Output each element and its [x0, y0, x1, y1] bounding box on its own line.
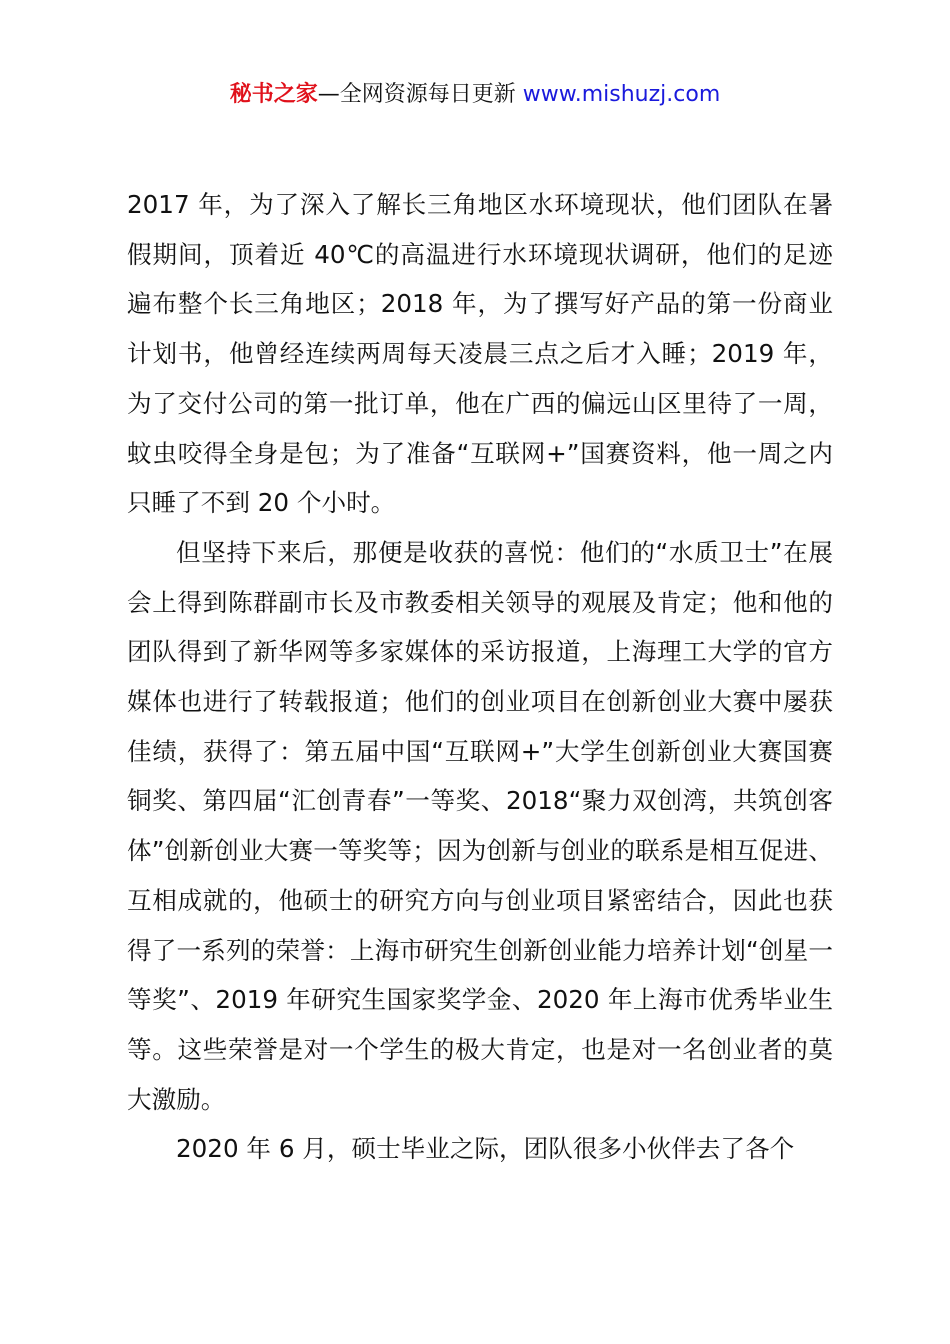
paragraph-2: 但坚持下来后，那便是收获的喜悦：他们的“水质卫士”在展会上得到陈群副市长及市教委相关领导的观展及肯定；他和他的团队得到了新华网等多家媒体的采访报道，上海理工大学的官方媒体也进行了转载报道；他们的创业项目在创新创业大赛中屡获佳绩，获得了：第五届中国“互联网+”大学生创新创业大赛国赛铜奖、第四届“汇创青春”一等奖、2018“聚力双创湾，共筑创客体”创新创业大赛一等奖等；因为创新与创业的联系是相互促进、互相成就的，他硕士的研究方向与创业项目紧密结合，因此也获得了一系列的荣誉：上海市研究生创新创业能力培养计划“创星一等奖”、2019 年研究生国家奖学金、2020 年上海市优秀毕业生等。这些荣誉是对一个学生的极大肯定，也是对一名创业者的莫大激励。	[127, 537, 833, 1114]
paragraph-1: 2017 年，为了深入了解长三角地区水环境现状，他们团队在暑假期间，顶着近 40℃的高温进行水环境现状调研，他们的足迹遍布整个长三角地区；2018 年，为了撰写好产品的第一份商业计划书，他曾经连续两周每天凌晨三点之后才入睡；2019 年，为了交付公司的第一批订单，他在广西的偏远山区里待了一周，蚊虫咬得全身是包；为了准备“互联网+”国赛资料，他一周之内只睡了不到 20 个小时。	[127, 190, 833, 518]
site-url-link[interactable]: www.mishuzj.com	[522, 82, 721, 107]
paragraph-3: 2020 年 6 月，硕士毕业之际，团队很多小伙伴去了各个	[176, 1134, 795, 1164]
site-tagline: —全网资源每日更新	[317, 82, 516, 107]
document-body	[127, 180, 833, 1174]
page-header	[0, 80, 950, 110]
site-brand: 秘书之家	[229, 82, 318, 107]
